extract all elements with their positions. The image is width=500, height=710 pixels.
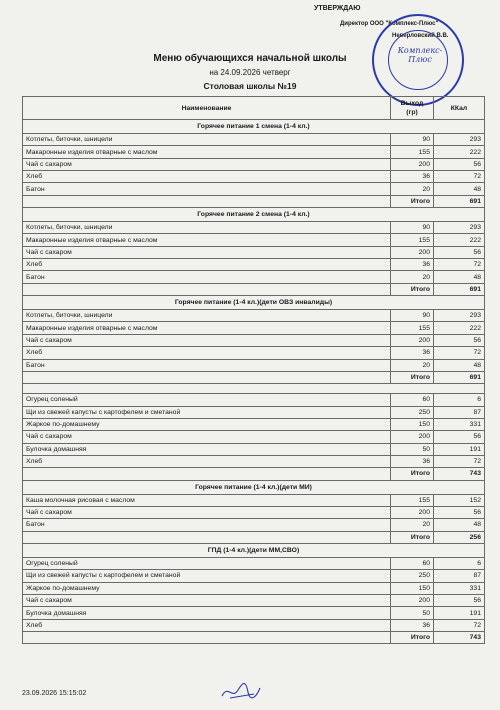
column-header-kcal: ККал: [434, 97, 485, 120]
table-row: [23, 595, 485, 607]
dish-kcal: 56: [434, 595, 485, 607]
column-header-name: Наименование: [23, 97, 391, 120]
total-row: [23, 195, 485, 207]
dish-name: Батон: [23, 271, 391, 283]
dish-kcal: 87: [434, 570, 485, 582]
total-kcal: 691: [434, 195, 485, 207]
dish-kcal: 222: [434, 234, 485, 246]
dish-name: Булочка домашняя: [23, 443, 391, 455]
total-label: Итого: [391, 283, 434, 295]
section-title: Горячее питание (1-4 кл.)(дети ОВЗ инвалиды): [23, 296, 485, 310]
table-row: [23, 134, 485, 146]
dish-yield: 36: [391, 171, 434, 183]
table-row: [23, 519, 485, 531]
dish-name: Каша молочная рисовая с маслом: [23, 494, 391, 506]
table-row: [23, 506, 485, 518]
section-header-row: [23, 296, 485, 310]
table-header-row: [23, 97, 485, 120]
total-row: [23, 531, 485, 543]
total-spacer: [23, 371, 391, 383]
dish-yield: 150: [391, 418, 434, 430]
dish-yield: 200: [391, 158, 434, 170]
dish-name: Котлеты, биточки, шницели: [23, 310, 391, 322]
dish-kcal: 56: [434, 158, 485, 170]
dish-kcal: 56: [434, 431, 485, 443]
total-kcal: 743: [434, 632, 485, 644]
table-row: [23, 494, 485, 506]
dish-yield: 155: [391, 322, 434, 334]
total-row: [23, 632, 485, 644]
dish-name: Хлеб: [23, 171, 391, 183]
dish-name: Чай с сахаром: [23, 506, 391, 518]
dish-yield: 60: [391, 394, 434, 406]
table-row: [23, 557, 485, 569]
total-label: Итого: [391, 531, 434, 543]
dish-kcal: 72: [434, 455, 485, 467]
dish-yield: 36: [391, 347, 434, 359]
dish-yield: 60: [391, 557, 434, 569]
dish-name: Хлеб: [23, 347, 391, 359]
dish-kcal: 48: [434, 183, 485, 195]
dish-name: Чай с сахаром: [23, 431, 391, 443]
dish-kcal: 222: [434, 146, 485, 158]
dish-name: Хлеб: [23, 619, 391, 631]
total-row: [23, 283, 485, 295]
dish-kcal: 48: [434, 519, 485, 531]
total-kcal: 691: [434, 371, 485, 383]
dish-kcal: 152: [434, 494, 485, 506]
dish-name: Батон: [23, 183, 391, 195]
dish-name: Чай с сахаром: [23, 158, 391, 170]
table-row: [23, 246, 485, 258]
total-kcal: 256: [434, 531, 485, 543]
dish-name: Жаркое по-домашнему: [23, 418, 391, 430]
dish-kcal: 293: [434, 134, 485, 146]
dish-name: Чай с сахаром: [23, 246, 391, 258]
dish-name: Чай с сахаром: [23, 334, 391, 346]
dish-yield: 200: [391, 506, 434, 518]
total-label: Итого: [391, 195, 434, 207]
dish-kcal: 293: [434, 222, 485, 234]
dish-name: Котлеты, биточки, шницели: [23, 222, 391, 234]
dish-kcal: 331: [434, 418, 485, 430]
dish-kcal: 6: [434, 557, 485, 569]
total-kcal: 743: [434, 468, 485, 480]
total-spacer: [23, 468, 391, 480]
dish-kcal: 293: [434, 310, 485, 322]
dish-yield: 250: [391, 570, 434, 582]
director-line: Директор ООО "Комплекс-Плюс": [340, 21, 439, 27]
table-row: [23, 271, 485, 283]
dish-name: Щи из свежей капусты с картофелем и сметаной: [23, 406, 391, 418]
dish-name: Макаронные изделия отварные с маслом: [23, 146, 391, 158]
dish-kcal: 331: [434, 582, 485, 594]
total-row: [23, 371, 485, 383]
dish-name: Щи из свежей капусты с картофелем и сметаной: [23, 570, 391, 582]
dish-name: Хлеб: [23, 259, 391, 271]
table-row: [23, 455, 485, 467]
section-header-row: [23, 120, 485, 134]
dish-kcal: 222: [434, 322, 485, 334]
section-header-row: [23, 543, 485, 557]
table-row: [23, 259, 485, 271]
dish-kcal: 56: [434, 334, 485, 346]
table-row: [23, 431, 485, 443]
dish-yield: 150: [391, 582, 434, 594]
dish-yield: 20: [391, 359, 434, 371]
dish-name: Батон: [23, 519, 391, 531]
dish-name: Огурец соленый: [23, 557, 391, 569]
dish-name: Булочка домашняя: [23, 607, 391, 619]
section-title: Горячее питание 2 смена (1-4 кл.): [23, 208, 485, 222]
total-label: Итого: [391, 468, 434, 480]
menu-table-body: [23, 120, 485, 644]
table-row: [23, 171, 485, 183]
dish-yield: 250: [391, 406, 434, 418]
total-label: Итого: [391, 632, 434, 644]
table-row: [23, 158, 485, 170]
table-row: [23, 582, 485, 594]
section-title: ГПД (1-4 кл.)(дети ММ,СВО): [23, 543, 485, 557]
dish-yield: 50: [391, 443, 434, 455]
table-row: [23, 310, 485, 322]
dish-yield: 36: [391, 259, 434, 271]
dish-name: Огурец соленый: [23, 394, 391, 406]
table-row: [23, 443, 485, 455]
dish-kcal: 72: [434, 619, 485, 631]
table-row: [23, 406, 485, 418]
total-spacer: [23, 531, 391, 543]
section-header-row: [23, 384, 485, 394]
table-row: [23, 222, 485, 234]
dish-kcal: 191: [434, 607, 485, 619]
dish-yield: 36: [391, 455, 434, 467]
section-header-row: [23, 208, 485, 222]
dish-yield: 50: [391, 607, 434, 619]
table-row: [23, 322, 485, 334]
signer-name: Неверловский В.В.: [392, 33, 449, 39]
dish-yield: 155: [391, 494, 434, 506]
section-title: [23, 384, 485, 394]
total-kcal: 691: [434, 283, 485, 295]
dish-kcal: 6: [434, 394, 485, 406]
total-spacer: [23, 283, 391, 295]
dish-name: Котлеты, биточки, шницели: [23, 134, 391, 146]
dish-yield: 20: [391, 271, 434, 283]
table-row: [23, 359, 485, 371]
dish-kcal: 56: [434, 246, 485, 258]
dish-kcal: 56: [434, 506, 485, 518]
dish-yield: 90: [391, 310, 434, 322]
dish-yield: 20: [391, 519, 434, 531]
table-row: [23, 570, 485, 582]
total-label: Итого: [391, 371, 434, 383]
dish-yield: 200: [391, 431, 434, 443]
dish-name: Жаркое по-домашнему: [23, 582, 391, 594]
menu-table: [22, 96, 485, 644]
dish-name: Батон: [23, 359, 391, 371]
dish-kcal: 48: [434, 271, 485, 283]
dish-name: Чай с сахаром: [23, 595, 391, 607]
page-title: Меню обучающихся начальной школы: [153, 53, 347, 64]
total-row: [23, 468, 485, 480]
dish-kcal: 191: [434, 443, 485, 455]
section-title: Горячее питание (1-4 кл.)(дети МИ): [23, 480, 485, 494]
dish-kcal: 72: [434, 259, 485, 271]
stamp-text: Комплекс-Плюс: [397, 46, 443, 64]
dish-yield: 90: [391, 134, 434, 146]
dish-name: Макаронные изделия отварные с маслом: [23, 234, 391, 246]
dish-yield: 200: [391, 334, 434, 346]
print-timestamp: 23.09.2026 15:15:02: [22, 690, 87, 697]
table-row: [23, 234, 485, 246]
section-title: Горячее питание 1 смена (1-4 кл.): [23, 120, 485, 134]
total-spacer: [23, 195, 391, 207]
dish-yield: 90: [391, 222, 434, 234]
table-row: [23, 394, 485, 406]
section-header-row: [23, 480, 485, 494]
table-row: [23, 334, 485, 346]
dish-kcal: 72: [434, 171, 485, 183]
table-row: [23, 619, 485, 631]
menu-date: на 24.09.2026 четверг: [209, 68, 291, 77]
dish-kcal: 87: [434, 406, 485, 418]
table-row: [23, 347, 485, 359]
dish-kcal: 48: [434, 359, 485, 371]
dish-yield: 200: [391, 246, 434, 258]
table-row: [23, 607, 485, 619]
dish-name: Хлеб: [23, 455, 391, 467]
dish-yield: 200: [391, 595, 434, 607]
table-row: [23, 146, 485, 158]
table-row: [23, 418, 485, 430]
school-name: Столовая школы №19: [203, 81, 297, 91]
dish-yield: 155: [391, 146, 434, 158]
approve-label: УТВЕРЖДАЮ: [314, 5, 361, 12]
dish-name: Макаронные изделия отварные с маслом: [23, 322, 391, 334]
column-header-yield: Выход (гр): [391, 97, 434, 120]
dish-yield: 20: [391, 183, 434, 195]
total-spacer: [23, 632, 391, 644]
dish-kcal: 72: [434, 347, 485, 359]
dish-yield: 36: [391, 619, 434, 631]
table-row: [23, 183, 485, 195]
signature-icon: [218, 678, 262, 704]
dish-yield: 155: [391, 234, 434, 246]
